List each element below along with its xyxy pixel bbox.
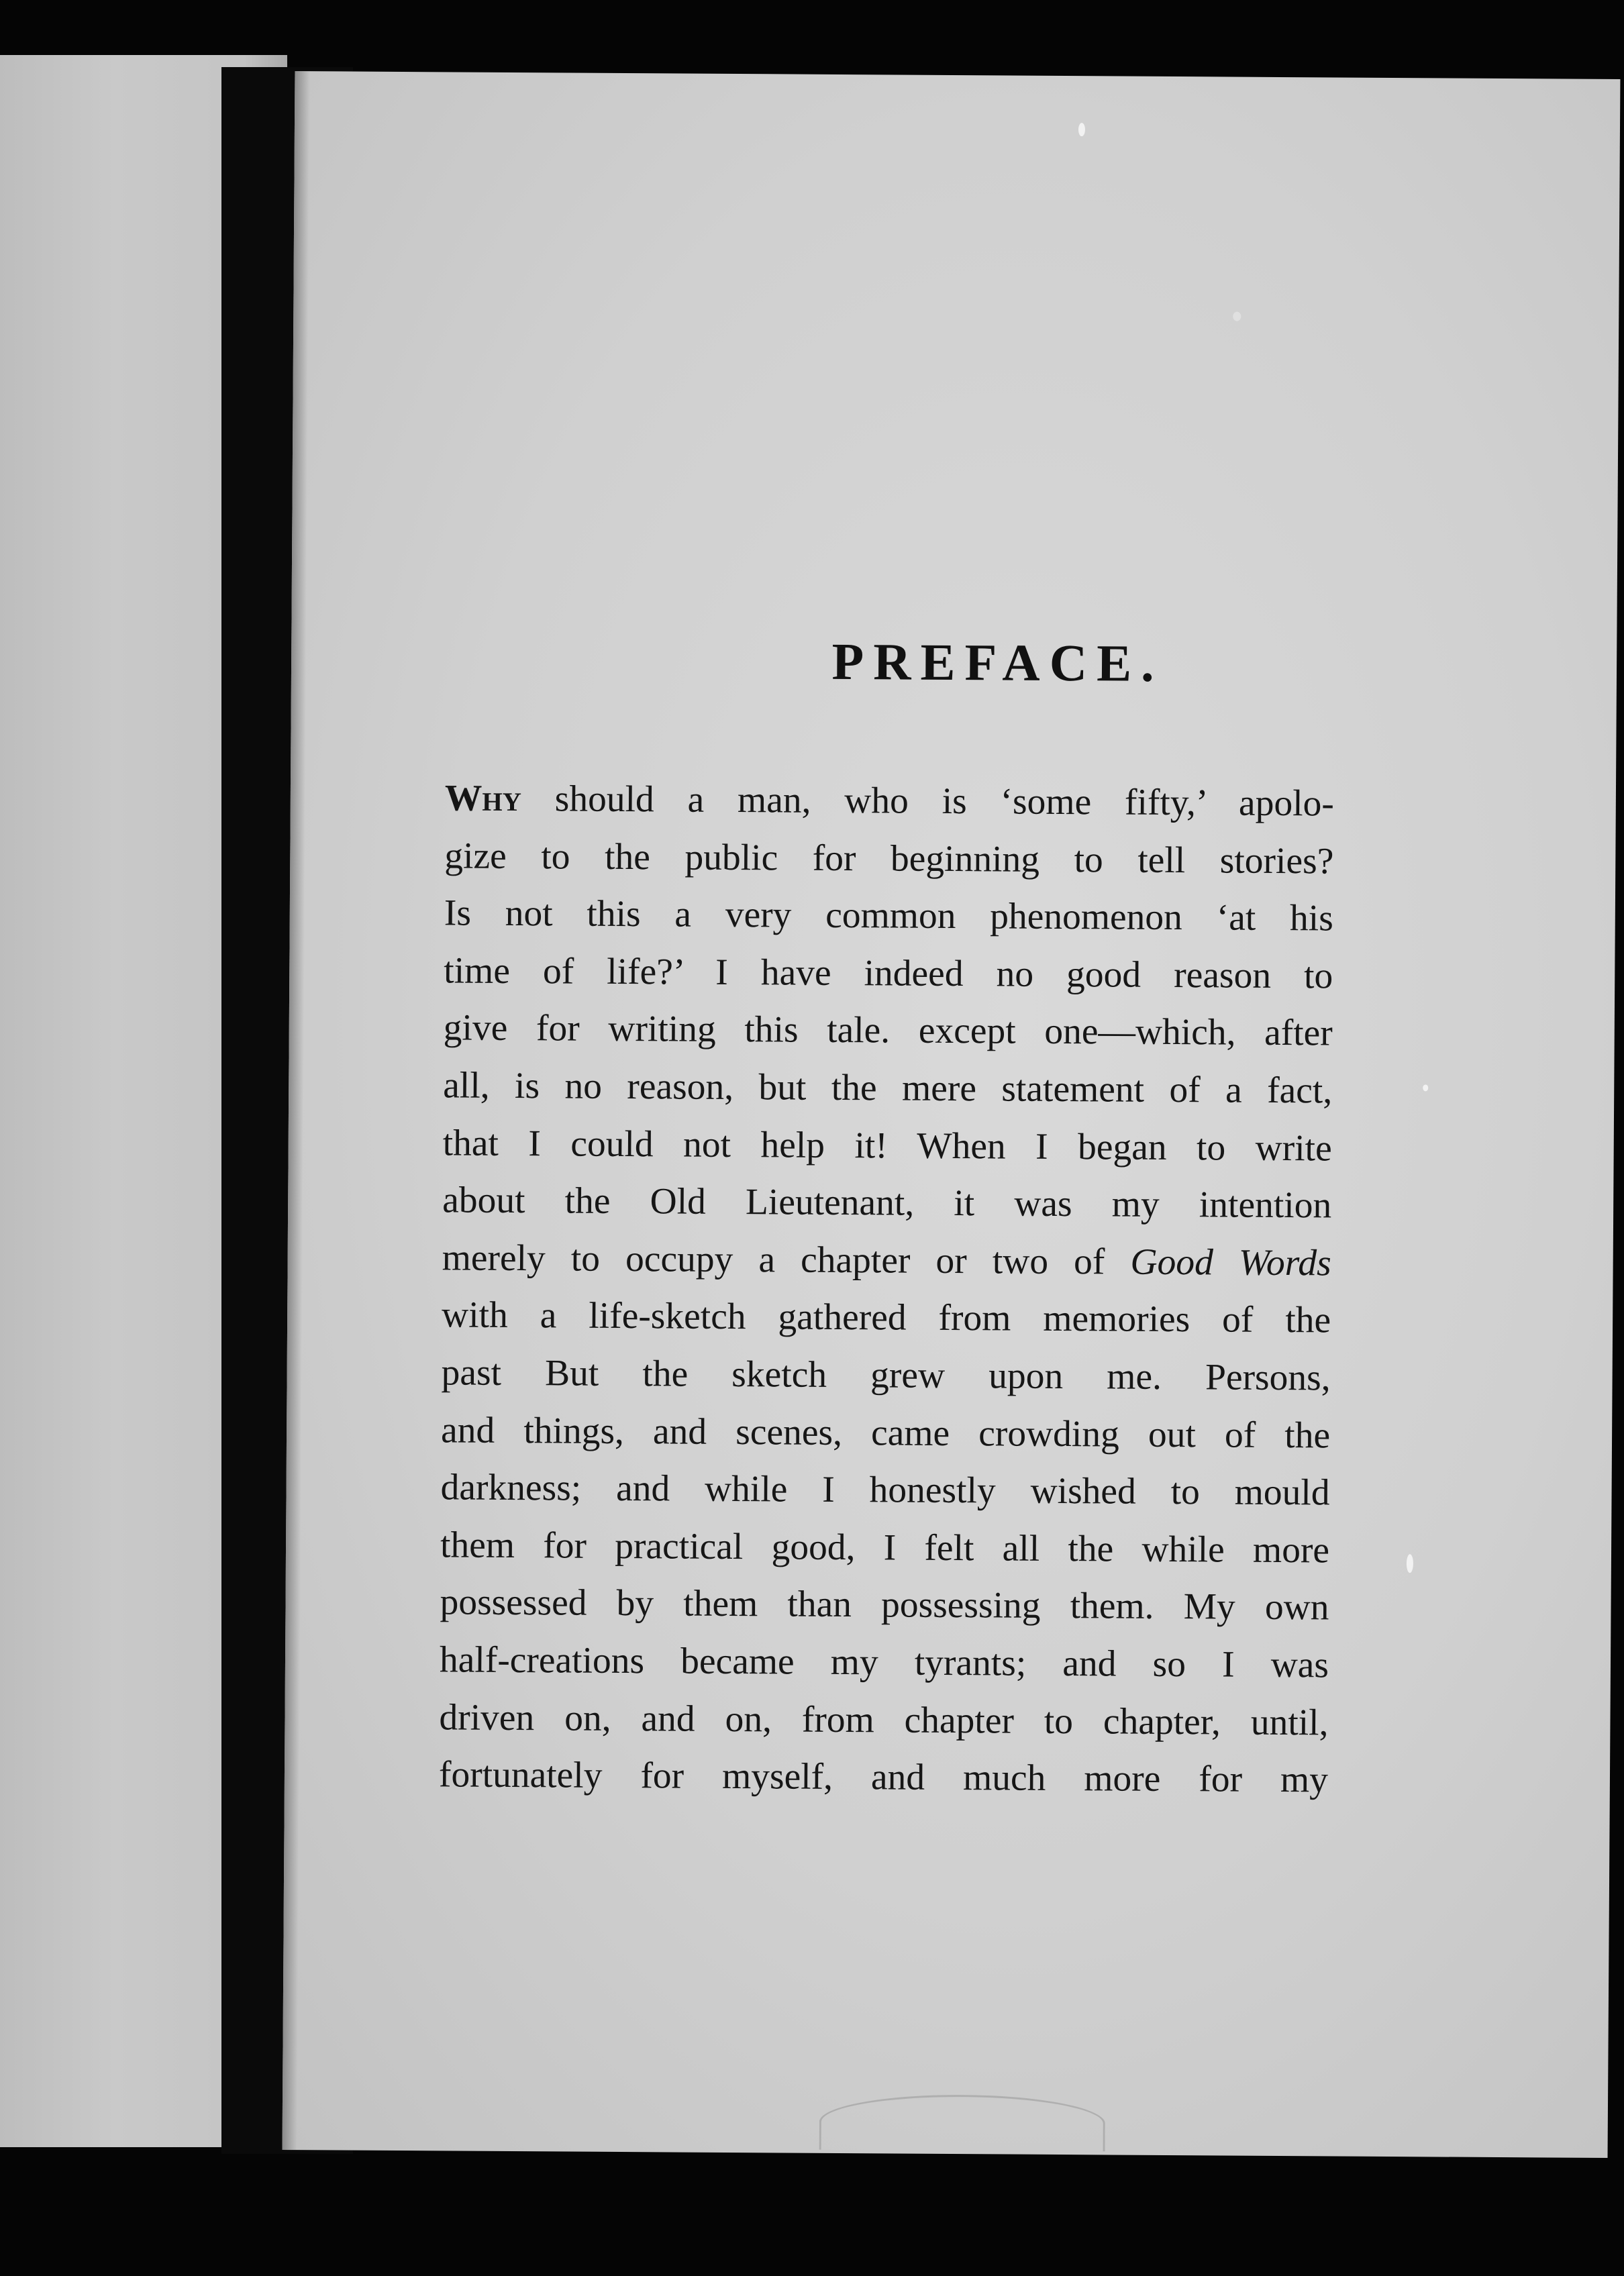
text-line: give for writing this tale. except one—which, after — [443, 1007, 1333, 1054]
line-text: merely to occupy a chapter or two of — [442, 1237, 1131, 1283]
drop-word: Why — [444, 778, 522, 820]
text-line: them for practical good, I felt all the while more — [440, 1524, 1330, 1571]
paper-speck — [1233, 312, 1241, 321]
paper-stain — [819, 2094, 1105, 2152]
text-line: with a life-sketch gathered from memories of the — [441, 1294, 1331, 1341]
book-page — [283, 71, 1621, 2158]
text-line — [445, 770, 1334, 833]
text-line: about the Old Lieutenant, it was my intention — [442, 1180, 1332, 1227]
paper-speck — [1078, 123, 1085, 136]
line-text: should a man, who is ‘some fifty,’ apolo- — [521, 778, 1335, 825]
text-line — [442, 1229, 1331, 1292]
preface-body — [439, 770, 1334, 1809]
preface-heading: PREFACE. — [831, 631, 1164, 692]
text-line: all, is no reason, but the mere statement of a fact, — [443, 1065, 1333, 1112]
text-line: Is not this a very common phenomenon ‘at his — [444, 892, 1333, 939]
text-line: darkness; and while I honestly wished to mould — [440, 1467, 1330, 1514]
text-line: gize to the public for beginning to tell stories? — [444, 835, 1334, 882]
paper-speck — [1423, 1084, 1428, 1091]
text-line: driven on, and on, from chapter to chapter, until, — [439, 1696, 1329, 1743]
text-line: possessed by them than possessing them. My own — [440, 1582, 1329, 1628]
text-line: that I could not help it! When I began to write — [442, 1122, 1332, 1170]
text-line: and things, and scenes, came crowding out of the — [440, 1409, 1331, 1456]
text-line: past But the sketch grew upon me. Persons, — [441, 1352, 1331, 1399]
text-line: time of life?’ I have indeed no good reason to — [444, 950, 1333, 997]
paper-speck — [1407, 1554, 1413, 1573]
journal-title: Good Words — [1130, 1241, 1331, 1284]
text-line: fortunately for myself, and much more for my — [438, 1754, 1329, 1801]
text-line: half-creations became my tyrants; and so I was — [439, 1639, 1329, 1686]
